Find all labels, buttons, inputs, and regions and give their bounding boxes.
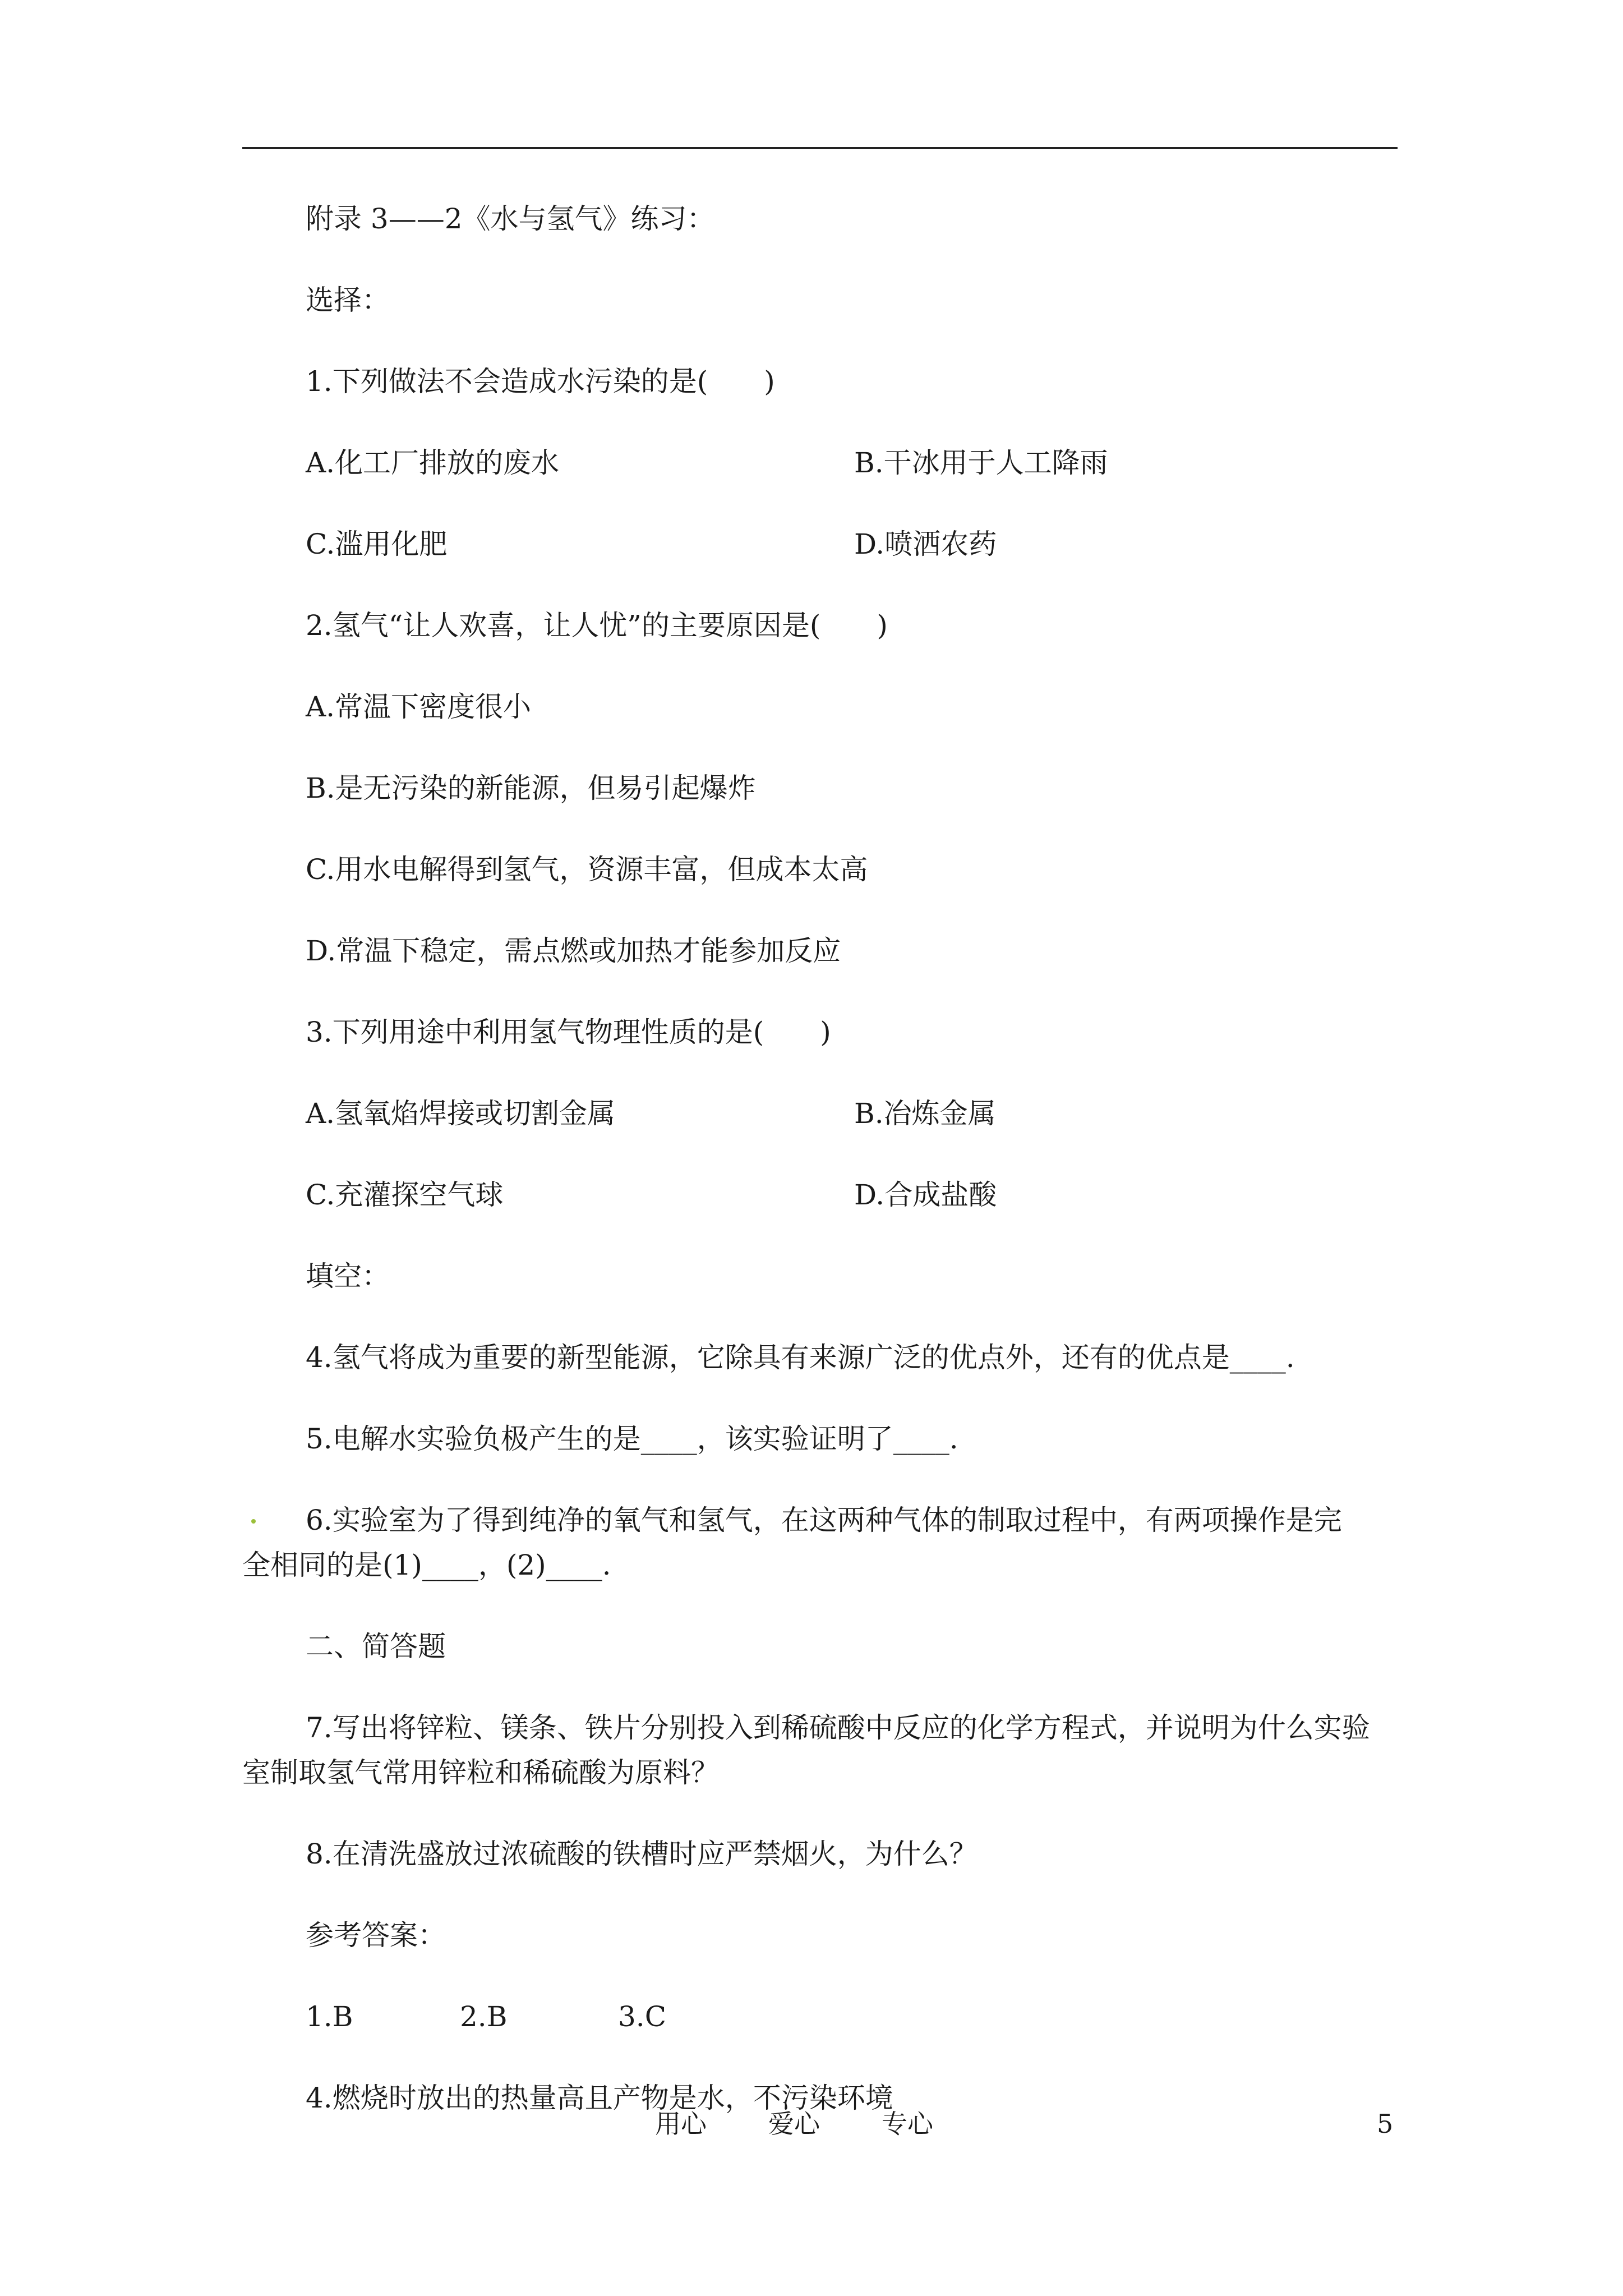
margin-mark: [251, 1519, 256, 1524]
question-2-option-c: C.用水电解得到氢气，资源丰富，但成本太高: [306, 853, 868, 886]
question-5: 5.电解水实验负极产生的是____，该实验证明了____.: [306, 1423, 958, 1455]
question-7-line-1: 7.写出将锌粒、镁条、铁片分别投入到稀硫酸中反应的化学方程式，并说明为什么实验: [306, 1711, 1370, 1744]
answer-1: 1.B: [306, 2000, 353, 2033]
question-2-stem: 2.氢气“让人欢喜，让人忧”的主要原因是( ): [306, 609, 888, 642]
answer-2: 2.B: [460, 2000, 508, 2033]
footer-motto-1: 用心: [655, 2109, 707, 2139]
question-2-option-b: B.是无污染的新能源，但易引起爆炸: [306, 772, 756, 804]
question-3-option-a: A.氢氧焰焊接或切割金属: [306, 1097, 616, 1130]
footer-motto-2: 爱心: [768, 2109, 820, 2139]
answer-3: 3.C: [618, 2000, 666, 2033]
question-1-option-d: D.喷洒农药: [854, 528, 997, 560]
section-heading-fill: 填空：: [306, 1260, 390, 1292]
question-4: 4.氢气将成为重要的新型能源，它除具有来源广泛的优点外，还有的优点是____.: [306, 1341, 1295, 1374]
question-7-line-2: 室制取氢气常用锌粒和稀硫酸为原料？: [242, 1756, 719, 1789]
question-1-option-a: A.化工厂排放的废水: [306, 447, 560, 479]
question-3-option-c: C.充灌探空气球: [306, 1179, 504, 1211]
question-1-option-c: C.滥用化肥: [306, 528, 448, 560]
answer-row-1-3: [306, 2000, 666, 2033]
document-title: 附录 3——2《水与氢气》练习：: [306, 203, 715, 235]
header-rule: [242, 147, 1398, 149]
question-3-option-d: D.合成盐酸: [854, 1179, 997, 1211]
question-1-stem: 1.下列做法不会造成水污染的是( ): [306, 365, 775, 398]
section-heading-answers: 参考答案：: [306, 1919, 446, 1952]
footer-motto-3: 专心: [882, 2109, 933, 2139]
question-2-option-d: D.常温下稳定，需点燃或加热才能参加反应: [306, 935, 841, 967]
question-6-line-1: 6.实验室为了得到纯净的氧气和氢气，在这两种气体的制取过程中，有两项操作是完: [306, 1504, 1342, 1536]
section-heading-choice: 选择：: [306, 284, 390, 316]
answer-4: 4.燃烧时放出的热量高且产物是水，不污染环境: [306, 2082, 893, 2114]
page-number: 5: [1377, 2109, 1394, 2139]
question-1-option-b: B.干冰用于人工降雨: [854, 447, 1108, 479]
question-8: 8.在清洗盛放过浓硫酸的铁槽时应严禁烟火，为什么？: [306, 1838, 978, 1870]
question-3-stem: 3.下列用途中利用氢气物理性质的是( ): [306, 1016, 831, 1048]
question-6-line-2: 全相同的是(1)____，(2)____.: [242, 1549, 611, 1581]
section-heading-short-answer: 二、简答题: [306, 1630, 446, 1663]
question-3-option-b: B.冶炼金属: [854, 1097, 996, 1130]
question-2-option-a: A.常温下密度很小: [306, 691, 532, 723]
